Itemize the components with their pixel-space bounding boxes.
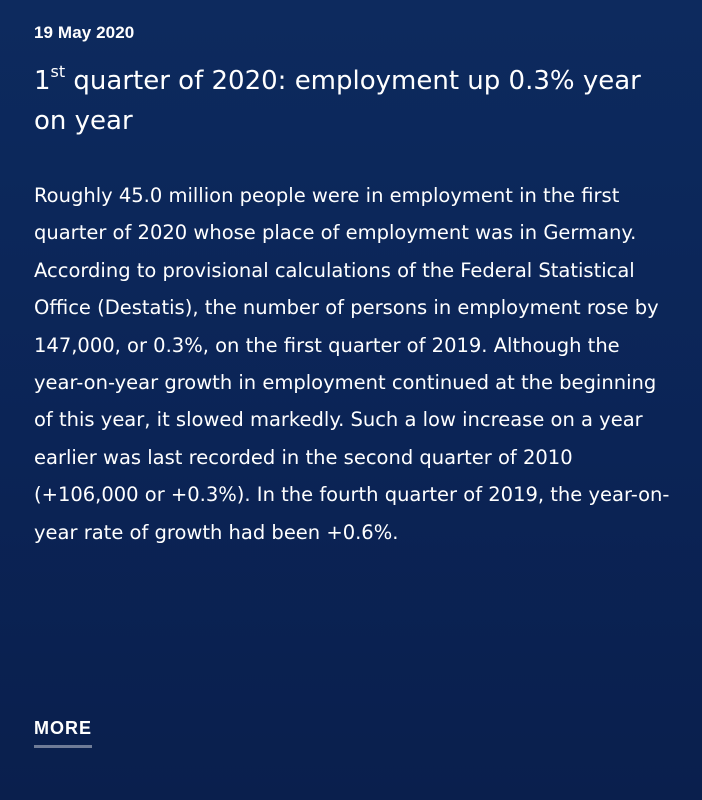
title-text: quarter of 2020: employment up 0.3% year on year xyxy=(34,66,641,136)
article-title[interactable] xyxy=(34,61,668,141)
release-date: 19 May 2020 xyxy=(34,23,135,42)
title-ordinal-number: 1 xyxy=(34,66,51,96)
title-ordinal-suffix: st xyxy=(50,62,66,82)
more-link[interactable]: MORE xyxy=(34,718,92,748)
article-summary: Roughly 45.0 million people were in employment in the first quarter of 2020 whose place of employment was in Germany. According to provisional calculations of the Federal Statistical Office (Destatis), the number of persons in employment rose by 147,000, or 0.3%, on the first quarter of 2019. Although the year-on-year growth in employment continued at the beginning of this year, it slowed markedly. Such a low increase on a year earlier was last recorded in the second quarter of 2010 (+106,000 or +0.3%). In the fourth quarter of 2019, the year-on-year rate of growth had been +0.6%. xyxy=(34,184,670,544)
